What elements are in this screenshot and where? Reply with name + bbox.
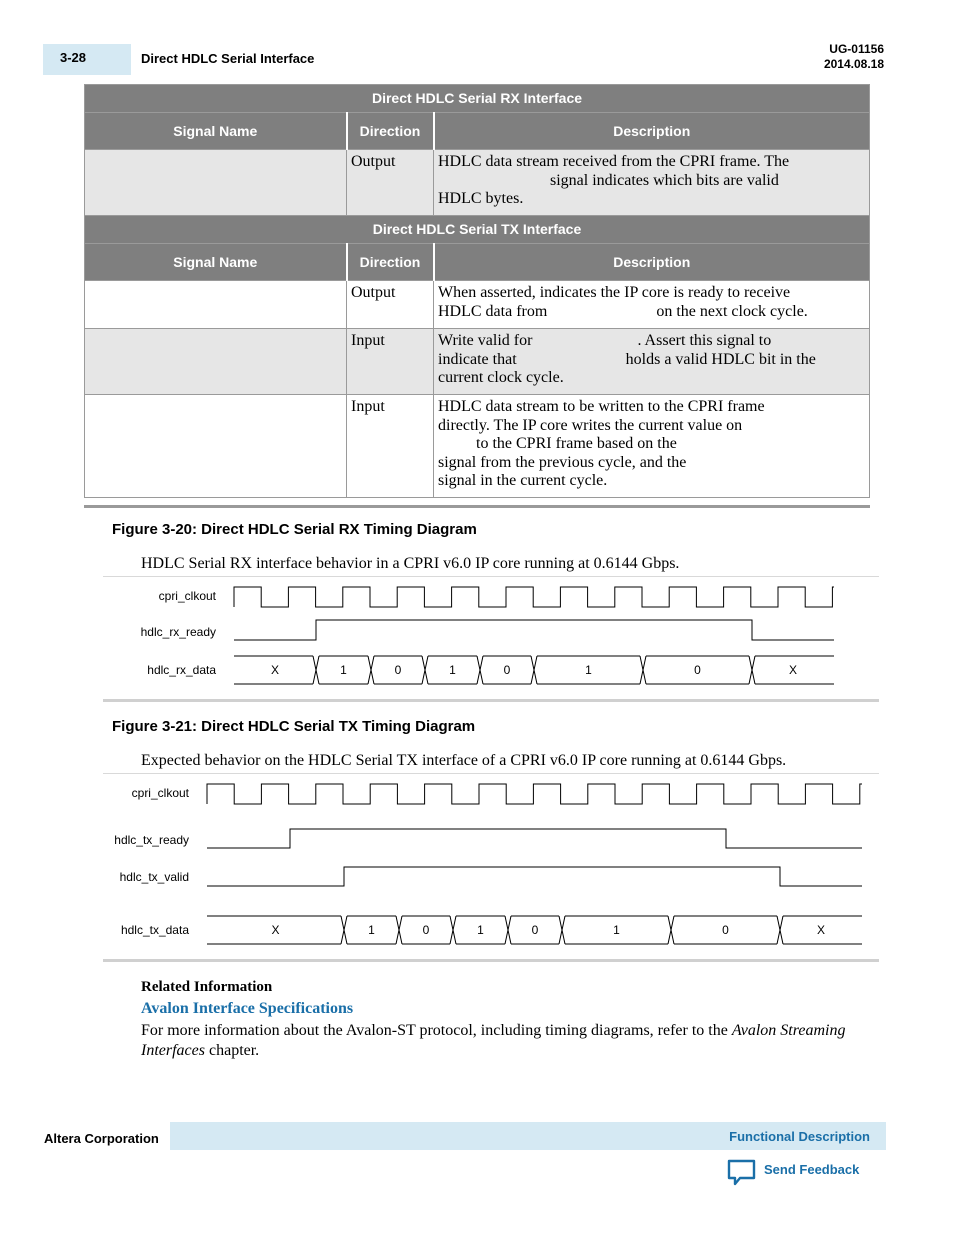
figure-tx-title: Figure 3-21: Direct HDLC Serial TX Timing Diagram bbox=[112, 718, 476, 735]
tx-signal-label: cpri_clkout bbox=[131, 786, 189, 800]
level-wave-path bbox=[207, 829, 862, 848]
clock-wave-path bbox=[207, 784, 862, 804]
document-id: UG-01156 bbox=[829, 42, 884, 56]
bus-value-label: 0 bbox=[422, 923, 430, 937]
col-header-direction: Direction bbox=[347, 244, 434, 281]
signal-name-cell bbox=[85, 281, 347, 329]
signal-table bbox=[84, 84, 870, 498]
figure-rx-top-rule bbox=[103, 576, 879, 577]
rx-clock-waveform bbox=[234, 587, 834, 607]
rx-interface-banner: Direct HDLC Serial RX Interface bbox=[85, 85, 870, 113]
table-row bbox=[85, 395, 870, 498]
bus-transition bbox=[368, 656, 374, 684]
bus-transition bbox=[313, 656, 319, 684]
table-row bbox=[85, 329, 870, 395]
tx-clock-waveform bbox=[207, 784, 862, 804]
bus-transition bbox=[341, 916, 347, 944]
bus-value-label: 1 bbox=[477, 923, 484, 937]
description-cell: When asserted, indicates the IP core is ready to receive HDLC data from on the next clock cycle. bbox=[434, 281, 870, 329]
send-feedback-link[interactable]: Send Feedback bbox=[764, 1162, 860, 1177]
bus-value-label: 0 bbox=[394, 663, 402, 677]
bus-value-label: 0 bbox=[694, 663, 701, 677]
feedback-icon[interactable] bbox=[726, 1158, 758, 1186]
bus-transition bbox=[396, 916, 402, 944]
direction-cell: Output bbox=[347, 281, 434, 329]
level-wave-path bbox=[234, 620, 834, 640]
bus-value-label: X bbox=[270, 663, 280, 677]
bus-transition bbox=[422, 656, 428, 684]
related-info-text: For more information about the Avalon-ST protocol, including timing diagrams, refer to the Avalon Streaming Interfaces chapter. bbox=[141, 1022, 846, 1059]
description-cell: HDLC data stream to be written to the CPRI frame directly. The IP core writes the current value on to the CPRI frame based on the signal from the previous cycle, and the signal in the current cycle. bbox=[434, 395, 870, 498]
tx-interface-banner: Direct HDLC Serial TX Interface bbox=[85, 216, 870, 244]
avalon-spec-link[interactable]: Avalon Interface Specifications bbox=[141, 1000, 354, 1017]
bus-transition bbox=[477, 656, 483, 684]
description-cell: Write valid for . Assert this signal to indicate that holds a valid HDLC bit in the current clock cycle. bbox=[434, 329, 870, 395]
figure-tx-top-rule bbox=[103, 773, 879, 774]
bus-value-label: 0 bbox=[722, 923, 729, 937]
signal-name-cell bbox=[85, 329, 347, 395]
figure-tx-bottom-rule bbox=[103, 959, 879, 962]
bus-transition bbox=[640, 656, 646, 684]
section-title: Direct HDLC Serial Interface bbox=[141, 51, 315, 66]
bus-transition bbox=[668, 916, 674, 944]
bus-value-label: 1 bbox=[585, 663, 592, 677]
figure-rx-description: HDLC Serial RX interface behavior in a CPRI v6.0 IP core running at 0.6144 Gbps. bbox=[141, 555, 680, 572]
bus-value-label: 1 bbox=[449, 663, 456, 677]
col-header-signal: Signal Name bbox=[85, 244, 347, 281]
rx-ready-waveform bbox=[234, 620, 834, 640]
col-header-description: Description bbox=[434, 244, 870, 281]
bus-value-label: 1 bbox=[340, 663, 347, 677]
tx-signal-label: hdlc_tx_ready bbox=[114, 833, 189, 847]
level-wave-path bbox=[207, 867, 862, 886]
bus-value-label: X bbox=[788, 663, 798, 677]
tx-data-waveform bbox=[207, 916, 862, 944]
bus-transition bbox=[777, 916, 783, 944]
tx-ready-waveform bbox=[207, 829, 862, 848]
direction-cell: Input bbox=[347, 329, 434, 395]
tx-timing-diagram bbox=[0, 777, 954, 959]
page-number: 3-28 bbox=[60, 50, 87, 65]
bus-transition bbox=[749, 656, 755, 684]
col-header-direction: Direction bbox=[347, 113, 434, 150]
signal-name-cell bbox=[85, 150, 347, 216]
clock-wave-path bbox=[234, 587, 834, 607]
table-row bbox=[85, 150, 870, 216]
bus-transition bbox=[450, 916, 456, 944]
footer-company: Altera Corporation bbox=[44, 1131, 159, 1146]
document-date: 2014.08.18 bbox=[823, 57, 884, 71]
tx-signal-label: hdlc_tx_valid bbox=[119, 870, 189, 884]
bus-value-label: 0 bbox=[503, 663, 511, 677]
figure-rx-bottom-rule bbox=[103, 699, 879, 702]
rx-signal-label: hdlc_rx_data bbox=[147, 663, 216, 677]
signal-name-cell bbox=[85, 395, 347, 498]
bus-value-label: 1 bbox=[368, 923, 375, 937]
col-header-signal: Signal Name bbox=[85, 113, 347, 150]
direction-cell: Output bbox=[347, 150, 434, 216]
table-row bbox=[85, 281, 870, 329]
bus-value-label: 0 bbox=[531, 923, 539, 937]
bus-transition bbox=[559, 916, 565, 944]
rx-timing-diagram bbox=[0, 580, 954, 702]
bus-transition bbox=[505, 916, 511, 944]
footer-section-link[interactable]: Functional Description bbox=[729, 1129, 870, 1144]
figure-tx-description: Expected behavior on the HDLC Serial TX interface of a CPRI v6.0 IP core running at 0.6144 Gbps. bbox=[141, 752, 787, 769]
direction-cell: Input bbox=[347, 395, 434, 498]
table-bottom-rule bbox=[84, 505, 870, 508]
rx-signal-label: cpri_clkout bbox=[158, 589, 216, 603]
document-id-block bbox=[824, 42, 884, 72]
bus-value-label: X bbox=[816, 923, 826, 937]
related-info-title: Related Information bbox=[141, 979, 273, 995]
bus-value-label: X bbox=[271, 923, 280, 937]
page-number-tab bbox=[43, 44, 131, 75]
col-header-description: Description bbox=[434, 113, 870, 150]
tx-valid-waveform bbox=[207, 867, 862, 886]
rx-signal-label: hdlc_rx_ready bbox=[140, 625, 216, 639]
bus-transition bbox=[531, 656, 537, 684]
description-cell: HDLC data stream received from the CPRI frame. The signal indicates which bits are valid HDLC bytes. bbox=[434, 150, 870, 216]
tx-signal-label: hdlc_tx_data bbox=[120, 923, 189, 937]
rx-data-waveform bbox=[234, 656, 834, 684]
bus-value-label: 1 bbox=[613, 923, 620, 937]
figure-rx-title: Figure 3-20: Direct HDLC Serial RX Timing Diagram bbox=[112, 521, 477, 538]
